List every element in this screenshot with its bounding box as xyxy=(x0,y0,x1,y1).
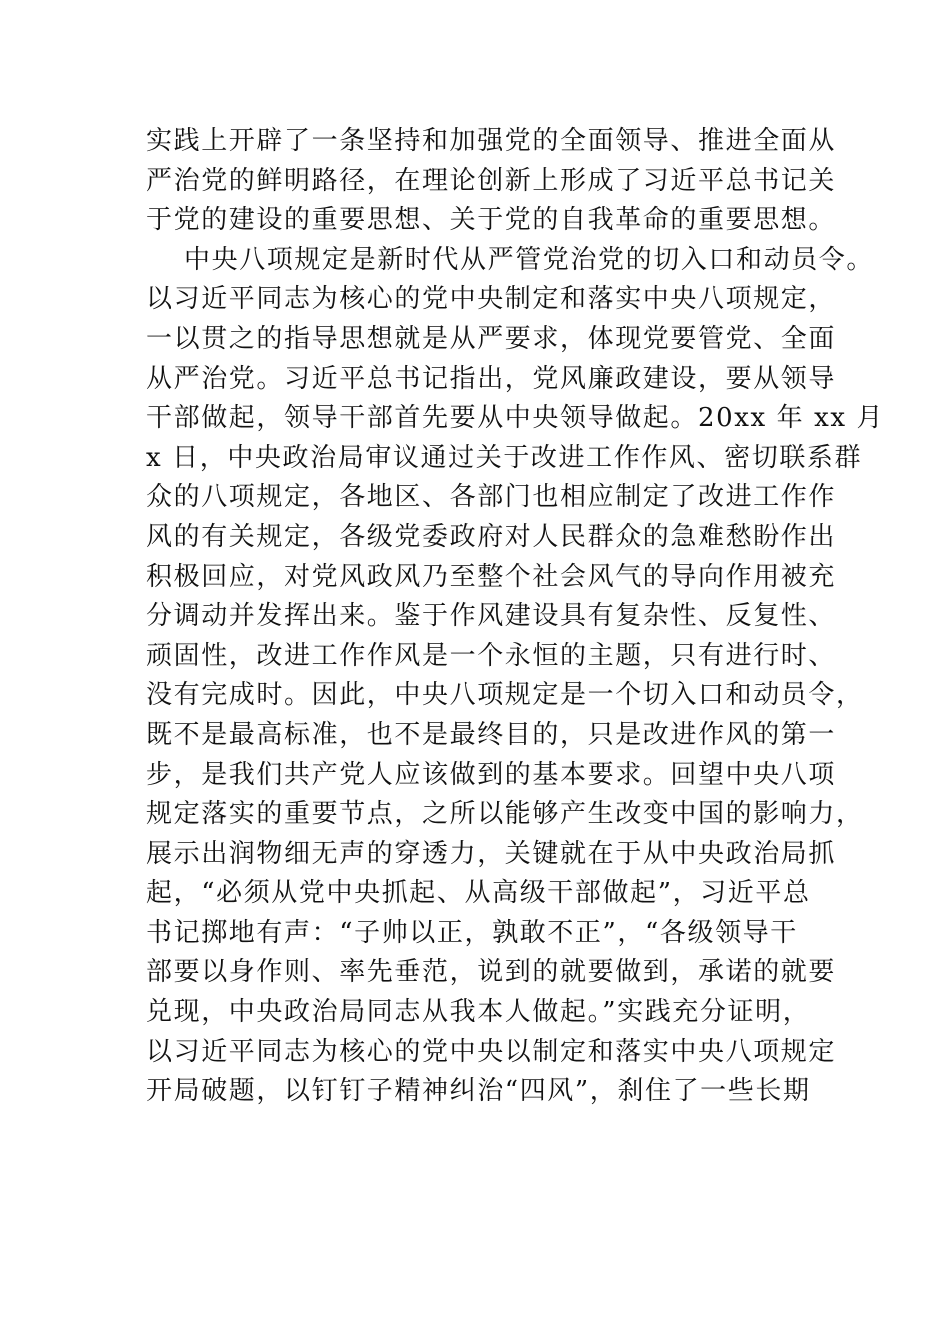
text-line: 从严治党。习近平总书记指出，党风廉政建设，要从领导 xyxy=(146,363,837,394)
paragraph-first-line: 中央八项规定是新时代从严管党治党的切入口和动员令。 xyxy=(184,244,875,275)
text-line: 没有完成时。因此，中央八项规定是一个切入口和动员令， xyxy=(146,680,864,711)
text-line: 一以贯之的指导思想就是从严要求，体现党要管党、全面 xyxy=(146,323,837,354)
text-line: 实践上开辟了一条坚持和加强党的全面领导、推进全面从 xyxy=(146,126,837,156)
text-line: 书记掷地有声：“子帅以正，孰敢不正”，“各级领导干 xyxy=(146,917,798,948)
text-line: 干部做起，领导干部首先要从中央领导做起。20xx 年 xx 月 xyxy=(146,403,885,434)
text-line: x 日，中央政治局审议通过关于改进工作作风、密切联系群 xyxy=(146,442,863,473)
text-line: 规定落实的重要节点，之所以能够产生改变中国的影响力， xyxy=(146,799,864,830)
text-line: 众的八项规定，各地区、各部门也相应制定了改进工作作 xyxy=(146,482,837,513)
text-line: 风的有关规定，各级党委政府对人民群众的急难愁盼作出 xyxy=(146,521,837,552)
text-line: 积极回应，对党风政风乃至整个社会风气的导向作用被充 xyxy=(146,561,837,592)
text-line: 兑现，中央政治局同志从我本人做起。”实践充分证明， xyxy=(146,997,811,1028)
text-line: 既不是最高标准，也不是最终目的，只是改进作风的第一 xyxy=(146,719,837,750)
text-line: 部要以身作则、率先垂范，说到的就要做到，承诺的就要 xyxy=(146,957,837,988)
text-line: 步，是我们共产党人应该做到的基本要求。回望中央八项 xyxy=(146,759,837,790)
text-line: 起，“必须从党中央抓起、从高级干部做起”，习近平总 xyxy=(146,878,811,909)
text-line: 严治党的鲜明路径，在理论创新上形成了习近平总书记关 xyxy=(146,165,837,196)
text-line: 以习近平同志为核心的党中央以制定和落实中央八项规定 xyxy=(146,1036,837,1067)
text-line: 开局破题，以钉钉子精神纠治“四风”，刹住了一些长期 xyxy=(146,1076,811,1107)
text-line: 于党的建设的重要思想、关于党的自我革命的重要思想。 xyxy=(146,205,837,236)
text-line: 分调动并发挥出来。鉴于作风建设具有复杂性、反复性、 xyxy=(146,601,837,632)
text-line: 展示出润物细无声的穿透力，关键就在于从中央政治局抓 xyxy=(146,838,837,869)
text-line: 以习近平同志为核心的党中央制定和落实中央八项规定， xyxy=(146,284,837,315)
text-line: 顽固性，改进工作作风是一个永恒的主题，只有进行时、 xyxy=(146,640,837,671)
body-text xyxy=(146,122,885,1112)
